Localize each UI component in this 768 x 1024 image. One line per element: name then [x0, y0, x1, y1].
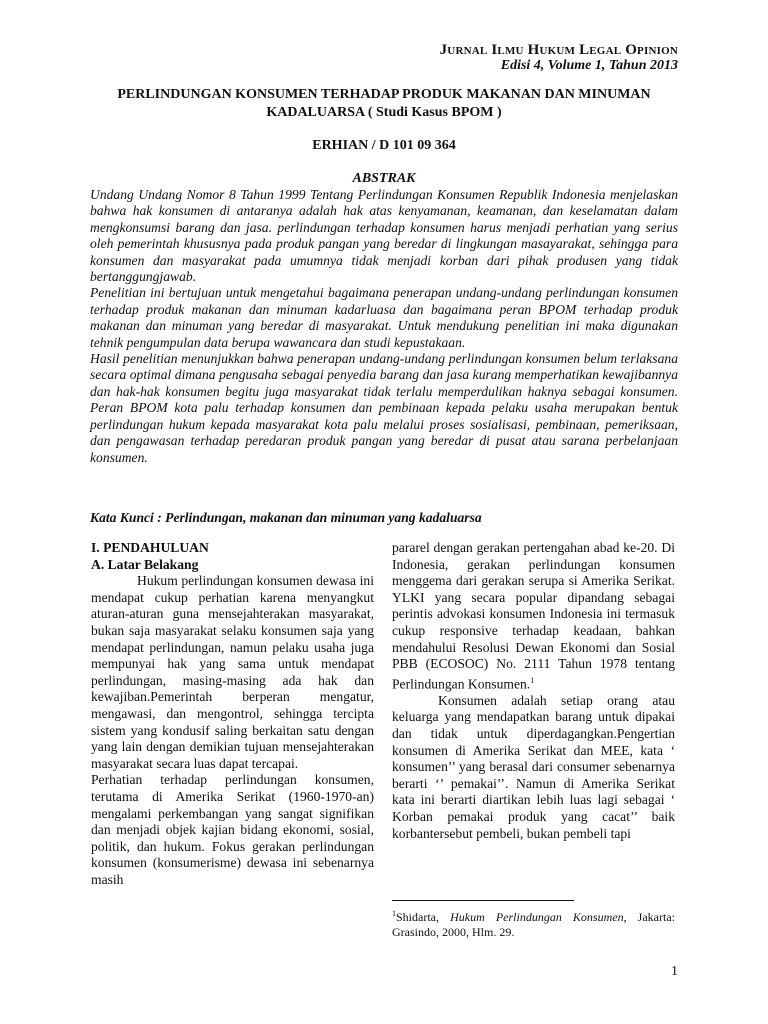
keywords: Kata Kunci : Perlindungan, makanan dan minuman yang kadaluarsa — [90, 510, 482, 525]
abstract-paragraph: Undang Undang Nomor 8 Tahun 1999 Tentang Perlindungan Konsumen Republik Indonesia menjelaskan bahwa hak konsumen di antaranya adalah hak atas kenyamanan, keamanan, dan keselamatan dalam mengkonsumsi barang dan jasa. perlindungan terhadap konsumen harus menjadi perhatian yang serius oleh pemerintah khususnya pada produk pangan yang beredar di lingkungan masayarakat, sehingga para konsumen dan masyarakat pada umumnya tidak menjadi korban dari pihak produsen yang tidak bertanggungjawab. — [90, 187, 678, 285]
subsection-heading: A. Latar Belakang — [91, 556, 199, 572]
body-column-left — [91, 540, 374, 888]
article-title: PERLINDUNGAN KONSUMEN TERHADAP PRODUK MAKANAN DAN MINUMAN KADALUARSA ( Studi Kasus BPOM ) — [117, 87, 651, 120]
journal-header — [440, 42, 678, 74]
footnote-mark: 1 — [392, 909, 396, 918]
article-author: ERHIAN / D 101 09 364 — [312, 138, 456, 153]
abstract-paragraph: Penelitian ini bertujuan untuk mengetahui bagaimana penerapan undang-undang perlindungan konsumen terhadap produk makanan dan minuman kadarluasa dan bagaimana peran BPOM terhadap produk makanan dan minuman yang beredar di masyarakat. Untuk mendukung penelitian ini maka digunakan tehnik pengumpulan data berupa wawancara dan studi kepustakaan. — [90, 285, 678, 350]
footnote-reference: 1 — [530, 675, 535, 685]
body-paragraph: Perhatian terhadap perlindungan konsumen, terutama di Amerika Serikat (1960-1970-an) mengalami perkembangan yang sangat signifikan dan menjadi objek kajian bidang ekonomi, sosial, politik, dan hukum. Fokus gerakan perlindungan konsumen (konsumerisme) dewasa ini sebenarnya masih — [91, 772, 374, 887]
section-heading: I. PENDAHULUAN — [91, 540, 209, 555]
footnote-details: , Jakarta: Grasindo, 2000, Hlm. 29. — [392, 910, 675, 939]
footnote — [392, 906, 675, 940]
body-paragraph: Konsumen adalah setiap orang atau keluarga yang mendapatkan barang untuk dipakai dan tidak untuk diperdagangkan.Pengertian konsumen di Amerika Serikat dan MEE, kata ‘ konsumen’’ yang berasal dari consumer sebenarnya berarti ‘’ pemakai’’. Namun di Amerika Serikat kata ini berarti diartikan lebih luas lagi sebagai ‘ Korban pemakai produk yang cacat’’ baik korbantersebut pembeli, bukan pembeli tapi — [392, 692, 675, 841]
footnote-source: Hukum Perlindungan Konsumen — [450, 910, 624, 924]
body-paragraph-text: pararel dengan gerakan pertengahan abad ke-20. Di Indonesia, gerakan perlindungan konsumen menggema dari gerakan serupa si Amerika Serikat. YLKI yang secara popular dipandang sebagai perintis advokasi konsumen Indonesia ini termasuk cukup responsive terhadap keadaan, bahkan mendahului Resolusi Dewan Ekonomi dan Sosial PBB (ECOSOC) No. 2111 Tahun 1978 tentang Perlindungan Konsumen. — [392, 540, 675, 692]
footnote-author: Shidarta, — [396, 910, 451, 924]
body-column-right — [392, 540, 675, 842]
abstract-paragraph: Hasil penelitian menunjukkan bahwa penerapan undang-undang perlindungan konsumen belum terlaksana secara optimal dimana pengusaha sebagai penyedia barang dan jasa kurang memperhatikan kewajibannya dan hak-hak konsumen begitu juga masyarakat tidak terlalu memperdulikan haknya sebagai konsumen. Peran BPOM kota palu terhadap konsumen dan pembinaan kepada pelaku usaha merupakan bentuk perlindungan hukum kepada masyarakat kota palu melalui proses sosialisasi, pembinaan, pemeriksaan, dan pengawasan terhadap peredaran produk pangan yang beredar di pusat atau sarana perbelanjaan konsumen. — [90, 351, 678, 465]
abstract-heading: ABSTRAK — [352, 171, 416, 186]
body-paragraph — [392, 540, 675, 693]
abstract-body — [90, 187, 678, 466]
page-number: 1 — [671, 964, 678, 979]
body-paragraph: Hukum perlindungan konsumen dewasa ini mendapat cukup perhatian karena menyangkut aturan-aturan guna mensejahterakan masyarakat, bukan saja masyarakat selaku konsumen saja yang mendapat perlindungan, namun pelaku usaha juga mempunyai hak yang sama untuk mendapat perlindungan, masing-masing ada hak dan kewajiban.Pemerintah berperan mengatur, mengawasi, dan mengontrol, sehingga tercipta sistem yang kondusif saling berkaitan satu dengan yang lain dengan demikian tujuan mensejahterakan masyarakat secara luas dapat tercapai. — [91, 573, 374, 771]
journal-edition: Edisi 4, Volume 1, Tahun 2013 — [500, 58, 678, 73]
journal-name: Jurnal Ilmu Hukum Legal Opinion — [439, 42, 678, 58]
footnote-divider — [392, 900, 574, 901]
